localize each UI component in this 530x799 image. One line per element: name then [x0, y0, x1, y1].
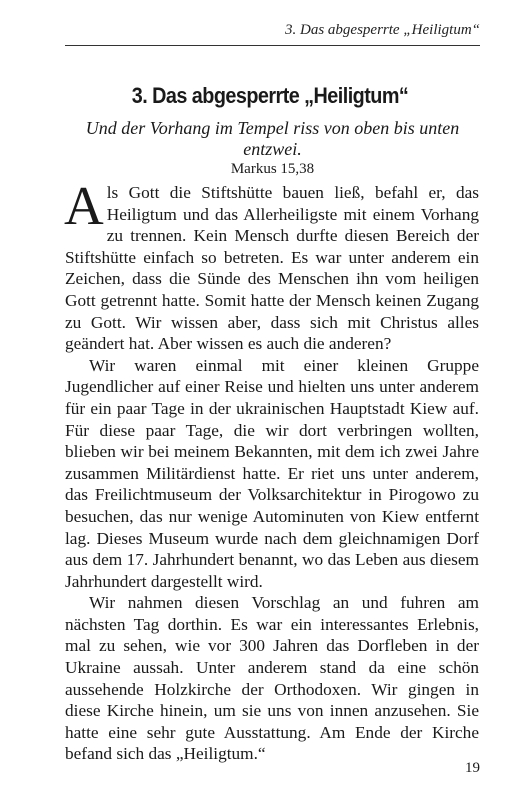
- drop-cap: A: [64, 175, 104, 236]
- page-number: 19: [465, 760, 480, 776]
- epigraph-source: Markus 15,38: [230, 161, 315, 177]
- chapter-title: 3. Das abgesperrte „Heiligtum“: [131, 83, 409, 108]
- running-header: 3. Das abgesperrte „Heiligtum“: [285, 22, 480, 38]
- epigraph: Und der Vorhang im Tempel riss von oben bis unten entzwei.: [85, 118, 460, 159]
- paragraph-1: [64, 175, 479, 355]
- paragraph-3: Wir nahmen diesen Vorschlag an und fuhren am nächsten Tag dorthin. Es war ein interessantes Erlebnis, mal zu sehen, wie vor 300 Jahren das Dorfleben in der Ukraine aussah. Unter anderem stand da eine schön aussehende Holzkirche der Orthodoxen. Wir gingen in diese Kirche hinein, um sie uns von innen anzusehen. Sie hatte eine sehr gute Ausstattung. Am Ende der Kirche befand sich das „Heiligtum.“: [65, 593, 479, 764]
- paragraph-1-text: ls Gott die Stiftshütte bauen ließ, befahl er, das Heiligtum und das Allerheiligste mit einem Vorhang zu trennen. Kein Mensch durfte diesen Bereich der Stiftshütte einfach so betreten. Es war unter anderem ein Zeichen, dass die Sünde des Menschen ihn vom heiligen Gott getrennt hatte. Somit hatte der Mensch keinen Zugang zu Gott. Wir wissen aber, dass sich mit Christus alles geändert hat. Aber wissen es auch die anderen?: [65, 183, 479, 354]
- body-text: [64, 175, 479, 765]
- header-rule: [65, 45, 480, 46]
- paragraph-2: Wir waren einmal mit einer kleinen Gruppe Jugendlicher auf einer Reise und hielten uns unter anderem für ein paar Tage in der ukrainischen Hauptstadt Kiew auf. Für diese paar Tage, die wir dort verbringen wollten, blieben wir bei meinem Bekannten, mit dem ich zwei Jahre zusammen Militärdienst hatte. Er riet uns unter anderem, das Freilichtmuseum der Volksarchitektur in Pirogowo zu besuchen, das nur wenige Autominuten von Kiew entfernt lag. Dieses Museum wurde nach dem gleichnamigen Dorf aus dem 17. Jahrhundert benannt, wo das Leben aus diesem Jahrhundert dargestellt wird.: [65, 355, 479, 591]
